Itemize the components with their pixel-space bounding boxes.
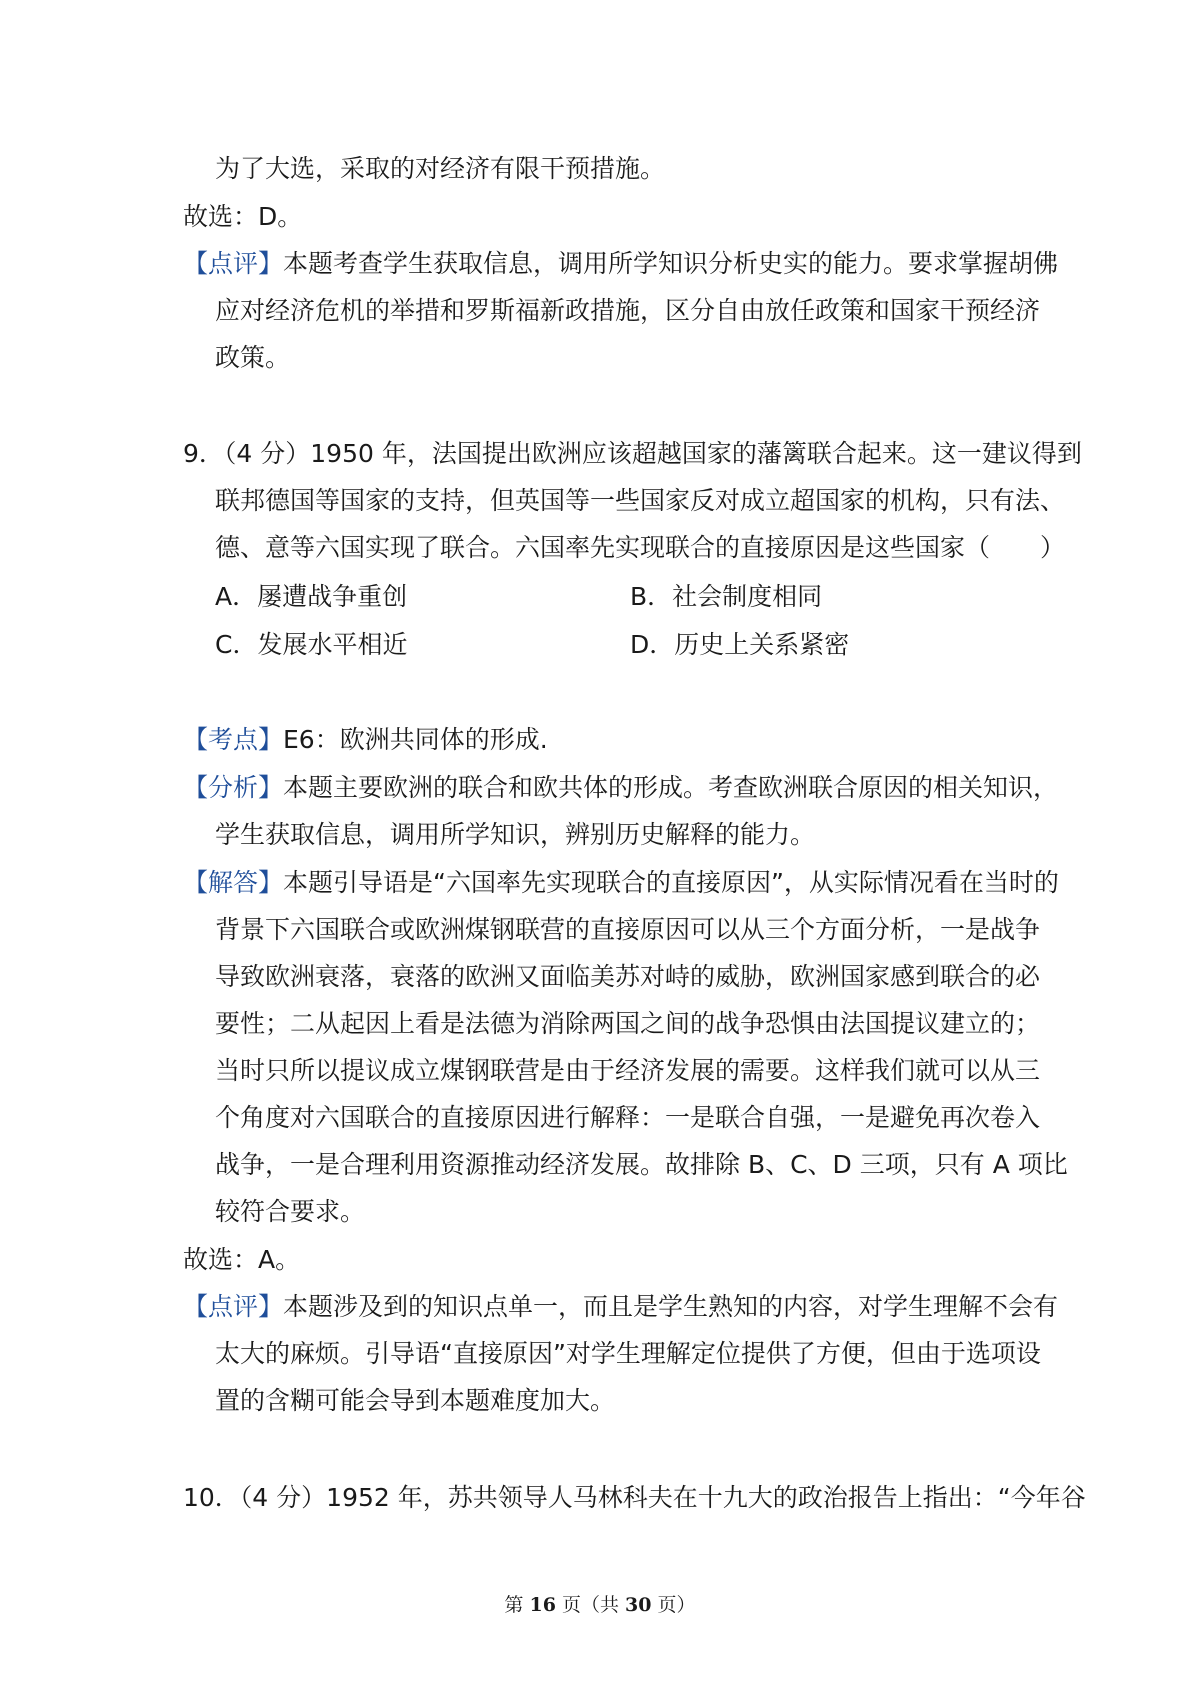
q9-option-d: D．历史上关系紧密 [630,630,850,659]
q9-fenxi-line-1 [183,771,1058,805]
q9-fenxi-line-2: 学生获取信息，调用所学知识，辨别历史解释的能力。 [215,820,816,849]
comment-text: 本题考查学生获取信息，调用所学知识分析史实的能力。要求掌握胡佛 [283,249,1059,278]
q9-jieda-line-1 [183,866,1059,900]
q9-jieda-line-5: 当时只所以提议成立煤钢联营是由于经济发展的需要。这样我们就可以从三 [215,1056,1041,1085]
fenxi-tag: 【分析】 [183,773,284,802]
prev-comment-line-2: 应对经济危机的举措和罗斯福新政措施，区分自由放任政策和国家干预经济 [215,296,1041,325]
q9-jieda-line-8: 较符合要求。 [215,1197,366,1226]
jieda-text: 本题引导语是“六国率先实现联合的直接原因”，从实际情况看在当时的 [283,868,1059,897]
comment-tag: 【点评】 [183,249,284,278]
kaodian-tag: 【考点】 [183,725,284,754]
q9-jieda-line-7: 战争，一是合理利用资源推动经济发展。故排除 B、C、D 三项，只有 A 项比 [215,1150,1068,1179]
q9-jieda-line-4: 要性；二从起因上看是法德为消除两国之间的战争恐惧由法国提议建立的； [215,1009,1041,1038]
q9-jieda-line-2: 背景下六国联合或欧洲煤钢联营的直接原因可以从三个方面分析，一是战争 [215,915,1041,944]
dianping-text: 本题涉及到的知识点单一，而且是学生熟知的内容，对学生理解不会有 [283,1292,1059,1321]
jieda-tag: 【解答】 [183,868,284,897]
dianping-tag: 【点评】 [183,1292,284,1321]
q9-kaodian [183,723,548,757]
q9-option-c: C．发展水平相近 [215,630,408,659]
fenxi-text: 本题主要欧洲的联合和欧共体的形成。考查欧洲联合原因的相关知识， [283,773,1059,802]
footer-prefix: 第 [504,1594,524,1616]
q9-stem-line-2: 联邦德国等国家的支持，但英国等一些国家反对成立超国家的机构，只有法、 [215,486,1066,515]
q9-jieda-line-3: 导致欧洲衰落，衰落的欧洲又面临美苏对峙的威胁，欧洲国家感到联合的必 [215,962,1041,991]
q9-stem-line-3: 德、意等六国实现了联合。六国率先实现联合的直接原因是这些国家（ ） [215,533,1066,562]
q9-stem-line-1: 9．（4 分）1950 年，法国提出欧洲应该超越国家的藩篱联合起来。这一建议得到 [183,439,1082,468]
footer-suffix: 页） [657,1594,696,1616]
q9-jieda-line-6: 个角度对六国联合的直接原因进行解释：一是联合自强，一是避免再次卷入 [215,1103,1041,1132]
q9-dianping-line-2: 太大的麻烦。引导语“直接原因”对学生理解定位提供了方便，但由于选项设 [215,1339,1041,1368]
page-footer [0,1592,1200,1618]
q9-option-a: A．屡遭战争重创 [215,582,408,611]
q9-dianping-line-1 [183,1290,1058,1324]
kaodian-text: E6：欧洲共同体的形成. [283,725,548,754]
prev-analysis-line: 为了大选，采取的对经济有限干预措施。 [215,154,666,183]
footer-page-number: 16 [529,1594,556,1616]
footer-middle: 页（共 [561,1594,619,1616]
prev-comment-line-1 [183,247,1058,281]
q9-answer: 故选：A。 [183,1245,301,1274]
prev-answer: 故选：D。 [183,202,303,231]
q9-option-b: B．社会制度相同 [630,582,823,611]
prev-comment-line-3: 政策。 [215,343,291,372]
footer-total-pages: 30 [625,1594,652,1616]
q9-dianping-line-3: 置的含糊可能会导到本题难度加大。 [215,1386,616,1415]
q10-stem-line-1: 10．（4 分）1952 年，苏共领导人马林科夫在十九大的政治报告上指出：“今年谷 [183,1483,1086,1512]
